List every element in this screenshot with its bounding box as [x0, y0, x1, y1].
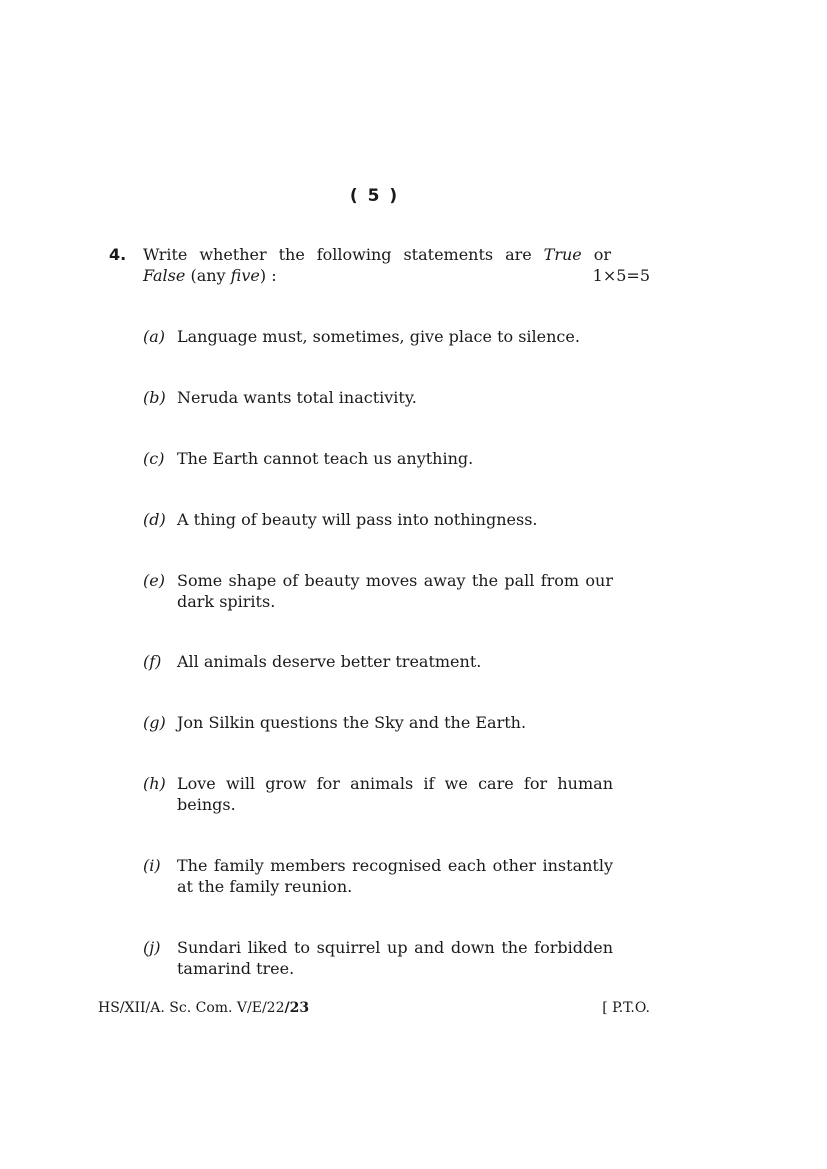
- item-label: (a): [143, 327, 166, 346]
- item-label: (c): [143, 449, 165, 468]
- item-text: Language must, sometimes, give place to silence.: [177, 327, 580, 346]
- item-text: A thing of beauty will pass into nothingness.: [177, 510, 538, 529]
- item-text: Love will grow for animals if we care for human beings.: [177, 774, 613, 814]
- item-label: (g): [143, 713, 166, 732]
- instruction-word: Write: [143, 245, 188, 264]
- item-label: (h): [143, 774, 166, 793]
- question-instruction-line2: [143, 266, 277, 285]
- item-text: Some shape of beauty moves away the pall from our dark spirits.: [177, 571, 613, 611]
- instruction-word: the: [278, 245, 305, 264]
- statement-item: [143, 855, 613, 897]
- statement-item: [143, 651, 613, 672]
- item-text: All animals deserve better treatment.: [177, 652, 482, 671]
- paper-code-suffix: /23: [284, 1000, 310, 1016]
- five-word: five: [230, 266, 260, 285]
- statement-item: [143, 570, 613, 612]
- paper-code: [98, 1000, 309, 1016]
- statement-item: [143, 387, 613, 408]
- item-text: The family members recognised each other instantly at the family reunion.: [177, 856, 613, 896]
- true-word: True: [543, 245, 582, 264]
- question-instruction-line1: [143, 245, 611, 264]
- item-label: (i): [143, 856, 161, 875]
- item-text: Neruda wants total inactivity.: [177, 388, 417, 407]
- statement-item: [143, 712, 613, 733]
- paper-code-prefix: HS/XII/A. Sc. Com. V/E/22: [98, 1000, 285, 1016]
- item-label: (j): [143, 938, 161, 957]
- statement-item: [143, 937, 613, 979]
- statement-item: [143, 773, 613, 815]
- false-word: False: [143, 266, 186, 285]
- instruction-word: whether: [199, 245, 267, 264]
- item-label: (b): [143, 388, 166, 407]
- statement-item: [143, 509, 613, 530]
- statement-item: [143, 326, 613, 347]
- item-label: (e): [143, 571, 165, 590]
- page-number: ( 5 ): [349, 186, 400, 206]
- item-text: Jon Silkin questions the Sky and the Earth.: [177, 713, 527, 732]
- item-label: (f): [143, 652, 162, 671]
- statement-item: [143, 448, 613, 469]
- instruction-word: following: [316, 245, 392, 264]
- pto-marker: [ P.T.O.: [602, 1000, 650, 1016]
- marks-allocation: 1×5=5: [592, 266, 650, 285]
- or-word: or: [593, 245, 611, 264]
- item-text: Sundari liked to squirrel up and down the forbidden tamarind tree.: [177, 938, 613, 978]
- instruction-word: statements: [403, 245, 494, 264]
- any-open: (any: [190, 266, 226, 285]
- question-number: 4.: [109, 245, 127, 264]
- item-label: (d): [143, 510, 166, 529]
- any-close: ) :: [259, 266, 277, 285]
- instruction-word: are: [505, 245, 532, 264]
- item-text: The Earth cannot teach us anything.: [177, 449, 474, 468]
